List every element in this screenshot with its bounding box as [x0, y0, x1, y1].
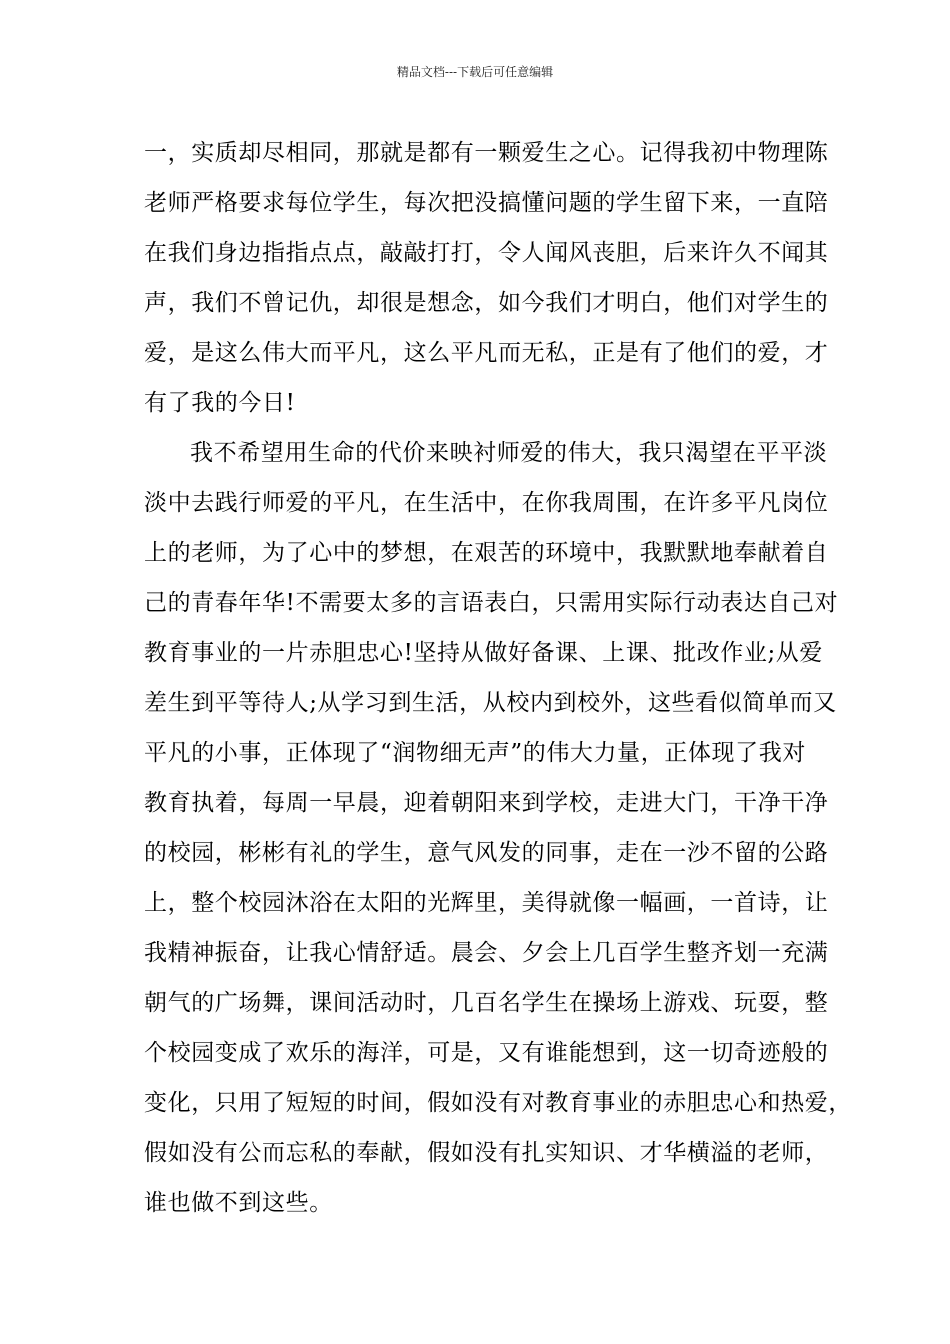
text-line: 的校园，彬彬有礼的学生，意气风发的同事，走在一沙不留的公路: [144, 840, 829, 866]
text-line: 上的老师，为了心中的梦想，在艰苦的环境中，我默默地奉献着自: [144, 540, 829, 566]
text-line: 教育事业的一片赤胆忠心!坚持从做好备课、上课、批改作业;从爱: [144, 640, 823, 666]
text-line: 我精神振奋，让我心情舒适。晨会、夕会上几百学生整齐划一充满: [144, 940, 829, 966]
text-line: 差生到平等待人;从学习到生活，从校内到校外，这些看似简单而又: [144, 690, 837, 716]
text-line: 在我们身边指指点点，敲敲打打，令人闻风丧胆，后来许久不闻其: [144, 240, 829, 266]
text-line: 己的青春年华!不需要太多的言语表白，只需用实际行动表达自己对: [144, 590, 839, 616]
text-line: 有了我的今日!: [144, 390, 296, 416]
text-line: 个校园变成了欢乐的海洋，可是，又有谁能想到，这一切奇迹般的: [144, 1040, 829, 1066]
text-line: 平凡的小事，正体现了“润物细无声”的伟大力量，正体现了我对: [144, 740, 806, 766]
text-line: 我不希望用生命的代价来映衬师爱的伟大，我只渴望在平平淡: [190, 440, 828, 466]
document-body: [144, 128, 852, 1228]
text-line: 谁也做不到这些。: [144, 1190, 333, 1216]
text-line: 老师严格要求每位学生，每次把没搞懂问题的学生留下来，一直陪: [144, 190, 829, 216]
text-line: 一，实质却尽相同，那就是都有一颗爱生之心。记得我初中物理陈: [144, 140, 829, 166]
text-line: 上，整个校园沐浴在太阳的光辉里，美得就像一幅画，一首诗，让: [144, 890, 829, 916]
text-line: 教育执着，每周一早晨，迎着朝阳来到学校，走进大门，干净干净: [144, 790, 829, 816]
text-line: 声，我们不曾记仇，却很是想念，如今我们才明白，他们对学生的: [144, 290, 829, 316]
text-line: 假如没有公而忘私的奉献，假如没有扎实知识、才华横溢的老师，: [144, 1140, 829, 1166]
paragraph-2: [144, 428, 852, 1228]
page-header: 精品文档---下载后可任意编辑: [396, 65, 554, 79]
text-line: 变化，只用了短短的时间，假如没有对教育事业的赤胆忠心和热爱，: [144, 1090, 852, 1116]
text-line: 爱，是这么伟大而平凡，这么平凡而无私，正是有了他们的爱，才: [144, 340, 829, 366]
paragraph-1: [144, 128, 829, 428]
text-line: 淡中去践行师爱的平凡，在生活中，在你我周围，在许多平凡岗位: [144, 490, 829, 516]
text-line: 朝气的广场舞，课间活动时，几百名学生在操场上游戏、玩耍，整: [144, 990, 829, 1016]
